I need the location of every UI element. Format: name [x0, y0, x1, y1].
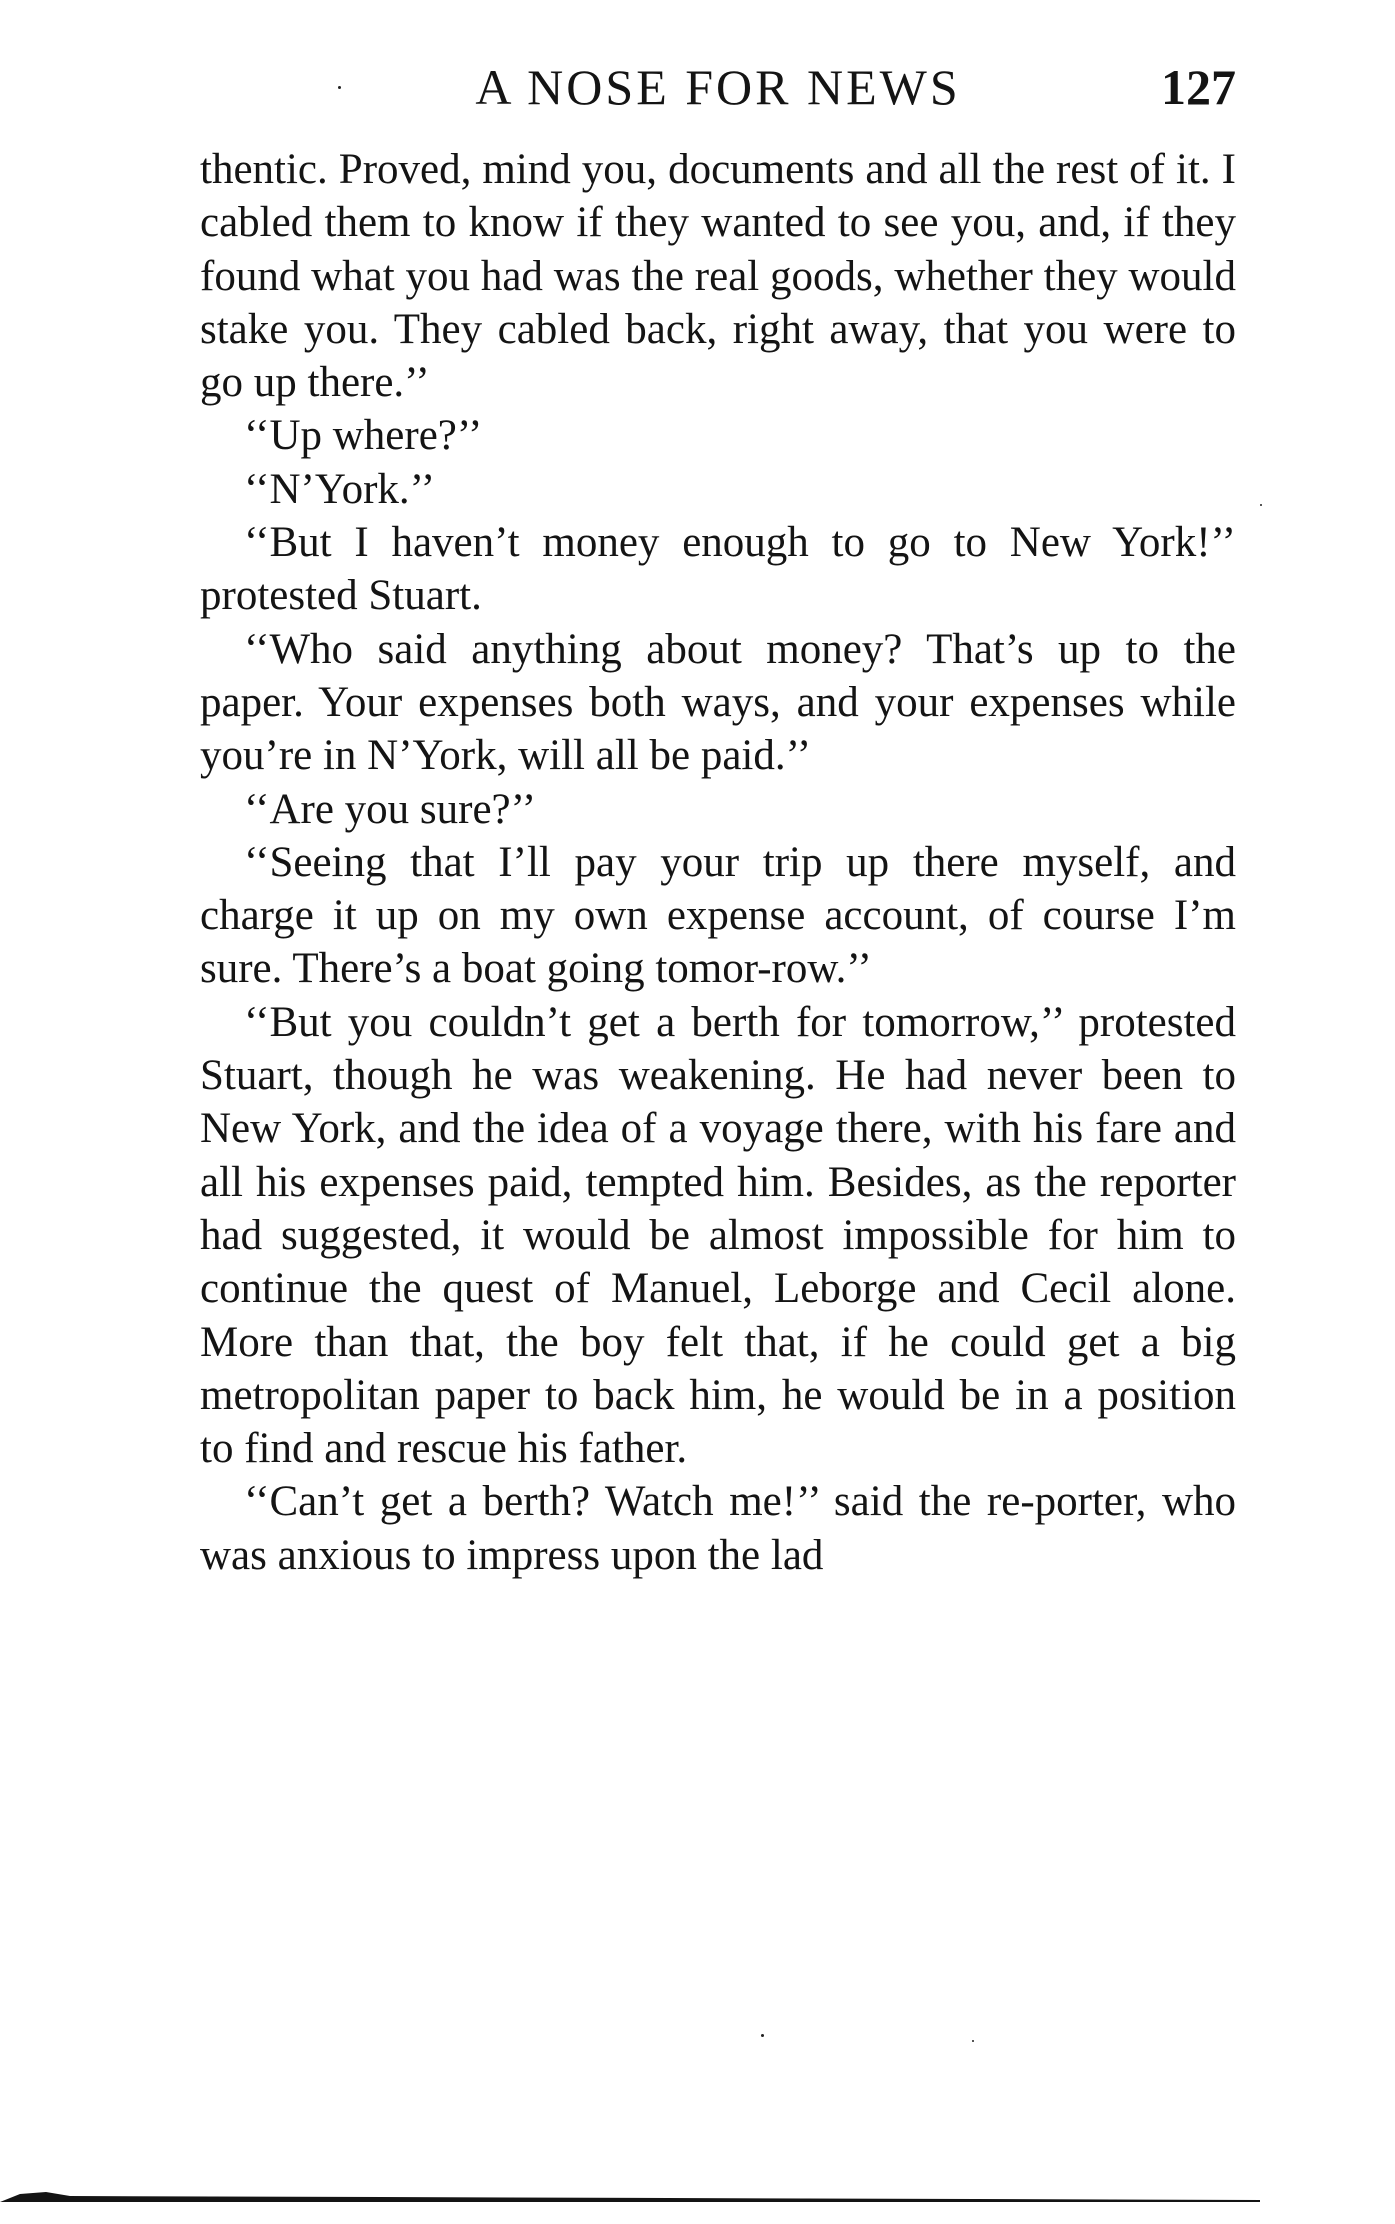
paragraph-continued: thentic. Proved, mind you, documents and all the rest of it. I cabled them to know if they wanted to see you, and, if they found what you had was the real goods, whether they would stake you. They cabled back, right away, that you were to go up there.’’: [200, 146, 1236, 407]
paragraph: ‘‘Who said anything about money? That’s up to the paper. Your expenses both ways, and your expenses while you’re in N’York, will all be paid.’’: [200, 625, 1236, 780]
paragraph: ‘‘Seeing that I’ll pay your trip up there myself, and charge it up on my own expense account, of course I’m sure. There’s a boat going tomor-row.’’: [200, 838, 1236, 993]
print-speck: [338, 86, 341, 89]
print-speck: [1260, 504, 1262, 506]
paragraph: ‘‘But you couldn’t get a berth for tomorrow,’’ protested Stuart, though he was weakening. He had never been to New York, and the idea of a voyage there, with his fare and all his expenses paid, tempted him. Besides, as the reporter had suggested, it would be almost impossible for him to continue the quest of Manuel, Leborge and Cecil alone. More than that, the boy felt that, if he could get a big metropolitan paper to back him, he would be in a position to find and rescue his father.: [200, 998, 1236, 1473]
paragraph: ‘‘But I haven’t money enough to go to New York!’’ protested Stuart.: [200, 519, 1236, 620]
body-text: [200, 143, 1236, 1582]
paragraph: ‘‘Are you sure?’’: [244, 785, 537, 833]
bottom-rule: [0, 2188, 1260, 2204]
print-speck: [972, 2040, 974, 2042]
running-title: A NOSE FOR NEWS: [475, 59, 961, 115]
print-speck: [761, 2034, 764, 2037]
page-number: 127: [1161, 59, 1236, 115]
paragraph: ‘‘Can’t get a berth? Watch me!’’ said the re-porter, who was anxious to impress upon the lad: [200, 1478, 1236, 1579]
paragraph: ‘‘Up where?’’: [244, 412, 483, 460]
paragraph: ‘‘N’York.’’: [244, 465, 436, 513]
running-head: [200, 58, 1236, 118]
